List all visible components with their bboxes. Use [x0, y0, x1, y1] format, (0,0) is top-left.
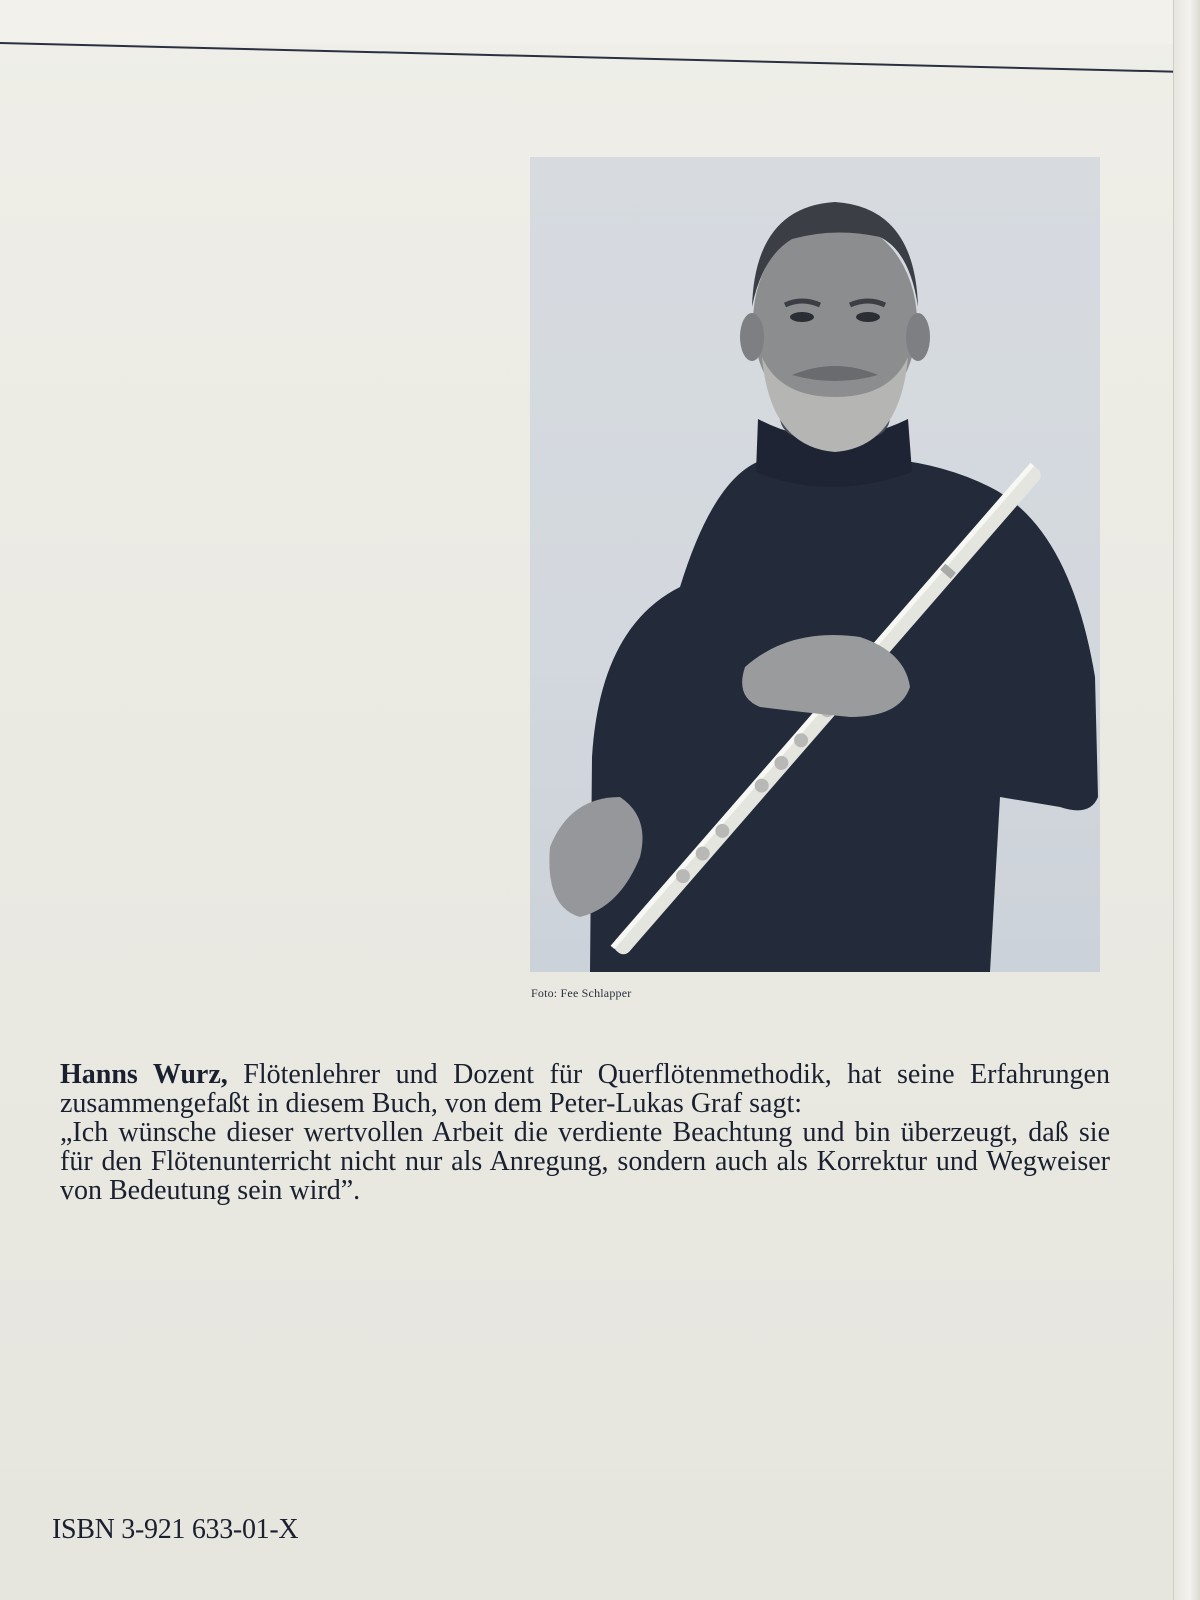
page-edge: [1173, 0, 1200, 1600]
top-strip: [0, 0, 1200, 44]
author-name: Hanns Wurz,: [60, 1059, 228, 1090]
photo-credit: Foto: Fee Schlapper: [531, 986, 632, 1000]
bio-intro-paragraph: [60, 1060, 1110, 1118]
author-photo: [530, 157, 1100, 972]
author-bio: [60, 1060, 1110, 1205]
testimonial-quote: „Ich wünsche dieser wertvollen Arbeit die verdiente Beachtung und bin überzeugt, daß sie für den Flötenunterricht nicht nur als Anregung, sondern auch als Korrektur und Wegweiser von Bedeutung sein wird”.: [60, 1117, 1110, 1206]
author-portrait-image: [530, 157, 1100, 972]
top-rule-line: [0, 42, 1200, 74]
isbn-number: ISBN 3-921 633-01-X: [52, 1514, 299, 1545]
bio-intro-text: Flötenlehrer und Dozent für Querflötenmethodik, hat seine Erfahrungen zusammengefaßt in diesem Buch, von dem Peter-Lukas Graf sagt:: [60, 1059, 1110, 1119]
